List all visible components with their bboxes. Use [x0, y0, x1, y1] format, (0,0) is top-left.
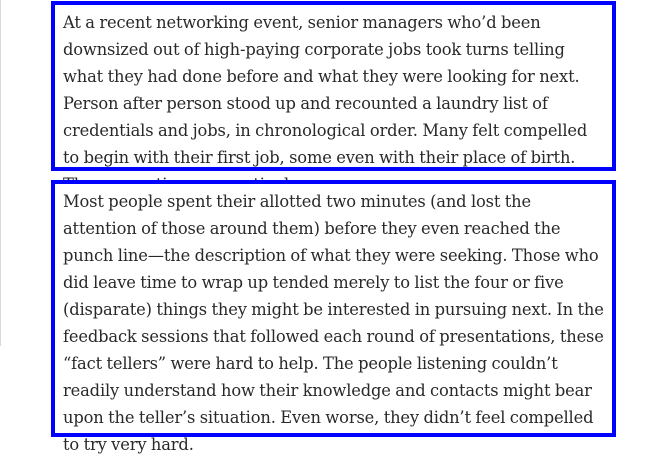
- highlight-box-paragraph-1: [51, 1, 616, 171]
- article-paragraph-1: At a recent networking event, senior managers who’d been downsized out of high-paying corporate jobs took turns telling what they had done before and what they were looking for next. Person after person stood up and recounted a laundry list of credentials and jobs, in chronological order. Many felt compelled to begin with their first job, some even with their place of birth.: [63, 13, 588, 167]
- article-paragraph-2: Most people spent their allotted two minutes (and lost the attention of those around them) before they even reached the punch line—the description of what they were seeking. Those who did leave time to wrap up tended merely to list the four or five (disparate) things they might be interested in pursuing next. In the feedback sessions that followed each round of presentations, these “fact tellers” were hard to help. The people listening couldn’t readily understand how their knowledge and contacts might bear upon the teller’s situation. Even worse, they didn’t feel compelled to try very hard.: [63, 192, 604, 454]
- left-divider: [0, 0, 1, 346]
- highlight-box-paragraph-2: [51, 180, 616, 454]
